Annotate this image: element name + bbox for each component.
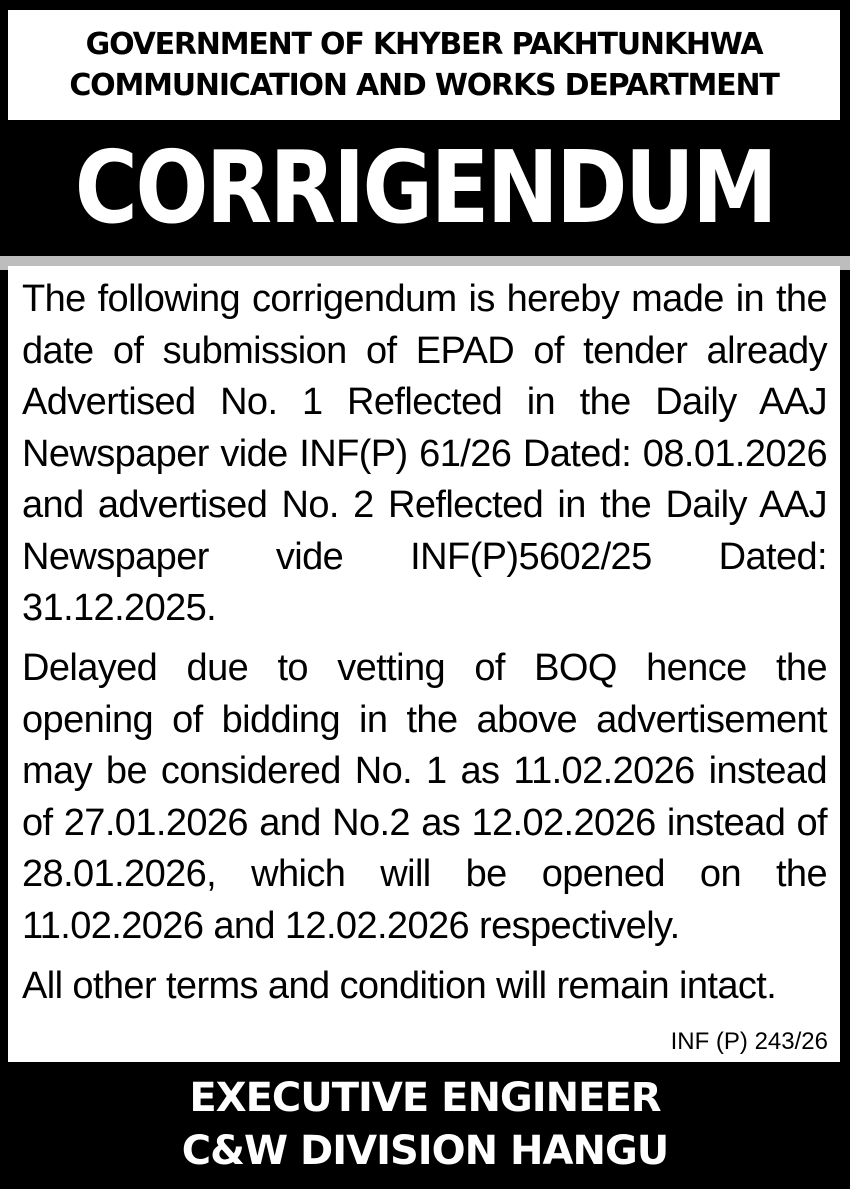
corrigendum-paragraph: The following corrigendum is hereby made in the date of submission of EPAD of tender already Advertised No. 1 Reflected in the Daily AAJ Newspaper vide INF(P) 61/26 Dated: 08.01.2026 and advertised No. 2 Reflected in the Daily AAJ Newspaper vide INF(P)5602/25 Dated: 31.12.2025. — [22, 278, 827, 629]
notice-body — [8, 266, 840, 1062]
signatory-division: C&W DIVISION HANGU — [181, 1128, 669, 1174]
reference-number: INF (P) 243/26 — [670, 1028, 828, 1055]
signatory-title: EXECUTIVE ENGINEER — [189, 1075, 661, 1121]
header-box — [8, 10, 840, 120]
delay-paragraph: Delayed due to vetting of BOQ hence the opening of bidding in the above advertisement may be considered No. 1 as 11.02.2026 instead of 27.01.2026 and No.2 as 12.02.2026 instead of 28.01.2026, which will be opened on the 11.02.2026 and 12.02.2026 respectively. — [22, 647, 827, 947]
department-heading: COMMUNICATION AND WORKS DEPARTMENT — [69, 68, 779, 103]
government-heading: GOVERNMENT OF KHYBER PAKHTUNKHWA — [85, 27, 763, 62]
terms-paragraph: All other terms and condition will remain intact. — [22, 965, 777, 1007]
page-title: CORRIGENDUM — [74, 129, 776, 246]
